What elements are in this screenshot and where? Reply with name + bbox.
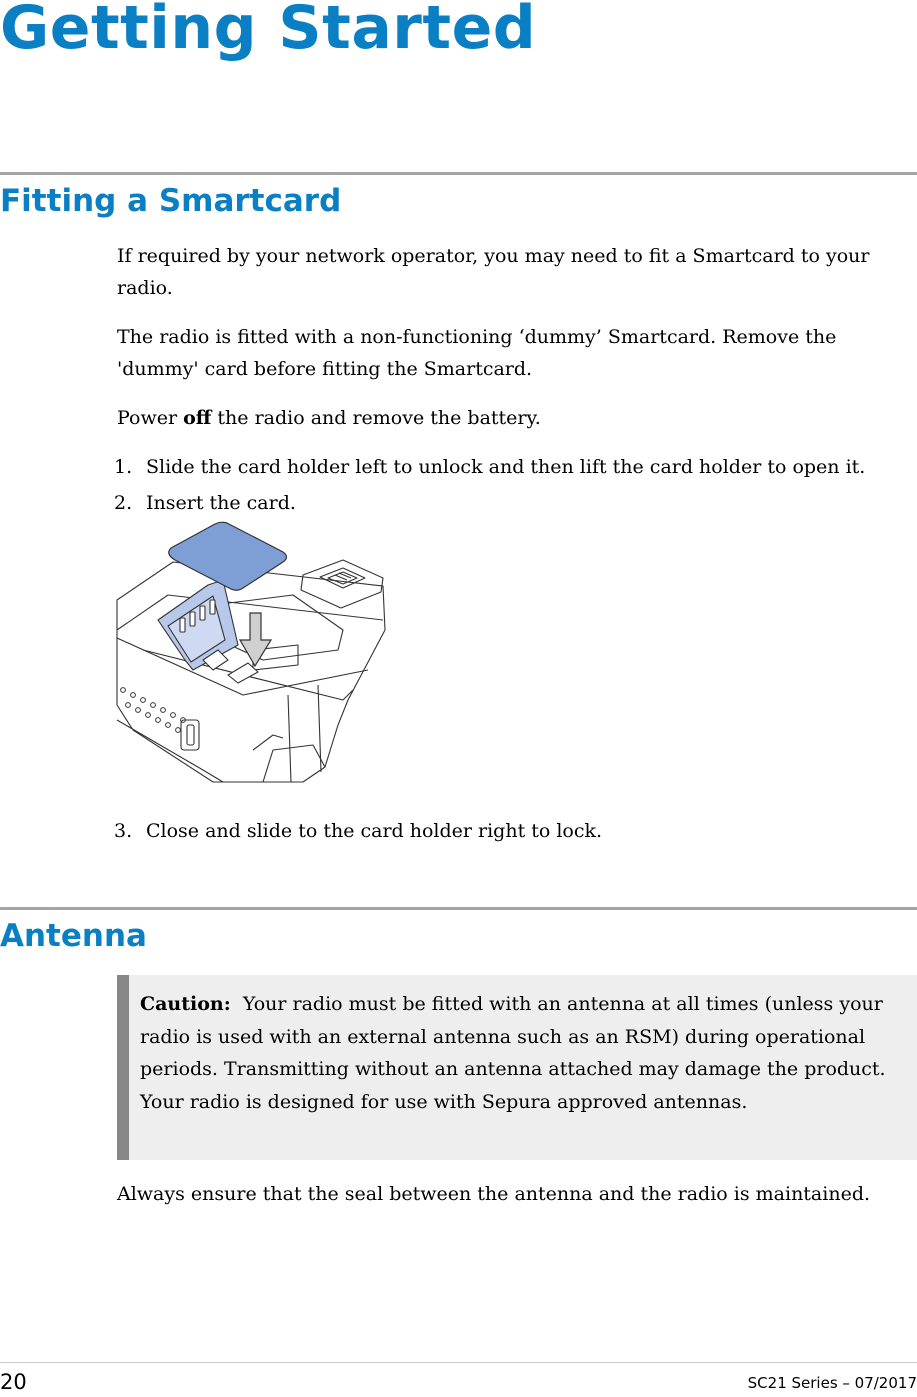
- step-number: 2.: [114, 492, 133, 514]
- caution-bar: [117, 975, 129, 1160]
- smartcard-insertion-illustration: [113, 520, 393, 790]
- section-divider: [0, 907, 917, 910]
- step-number: 3.: [114, 820, 133, 842]
- step-text: Insert the card.: [146, 492, 296, 514]
- power-off-suffix: the radio and remove the battery.: [211, 407, 541, 429]
- power-off-prefix: Power: [117, 407, 184, 429]
- caution-body: Your radio must be fitted with an antenna at all times (unless your radio is used with an external antenna such as an RSM) during operational periods. Transmitting without an antenna attached may damage the product. Your radio is designed for use with Sepura approved antennas.: [140, 993, 892, 1113]
- step-number: 1.: [114, 456, 133, 478]
- caution-box: [117, 975, 917, 1160]
- power-off-paragraph: [117, 402, 912, 434]
- caution-text: [140, 988, 910, 1118]
- power-off-bold: off: [183, 407, 212, 429]
- section-title-antenna: Antenna: [0, 918, 147, 954]
- section-title-smartcard: Fitting a Smartcard: [0, 183, 342, 219]
- footer-doc-title: SC21 Series – 07/2017: [747, 1374, 917, 1392]
- step-text: Slide the card holder left to unlock and then lift the card holder to open it.: [146, 456, 866, 478]
- antenna-seal-paragraph: Always ensure that the seal between the antenna and the radio is maintained.: [117, 1183, 871, 1205]
- chapter-title: Getting Started: [0, 0, 537, 63]
- section-divider: [0, 172, 917, 175]
- smartcard-intro-paragraph: If required by your network operator, you may need to fit a Smartcard to your radio.: [117, 245, 870, 299]
- step-text: Close and slide to the card holder right to lock.: [146, 820, 603, 842]
- caution-label: Caution:: [140, 993, 231, 1015]
- page-number: 20: [0, 1370, 27, 1394]
- dummy-card-paragraph: The radio is fitted with a non-functioning ‘dummy’ Smartcard. Remove the 'dummy' card before fitting the Smartcard.: [117, 326, 837, 380]
- footer-rule: [0, 1362, 917, 1363]
